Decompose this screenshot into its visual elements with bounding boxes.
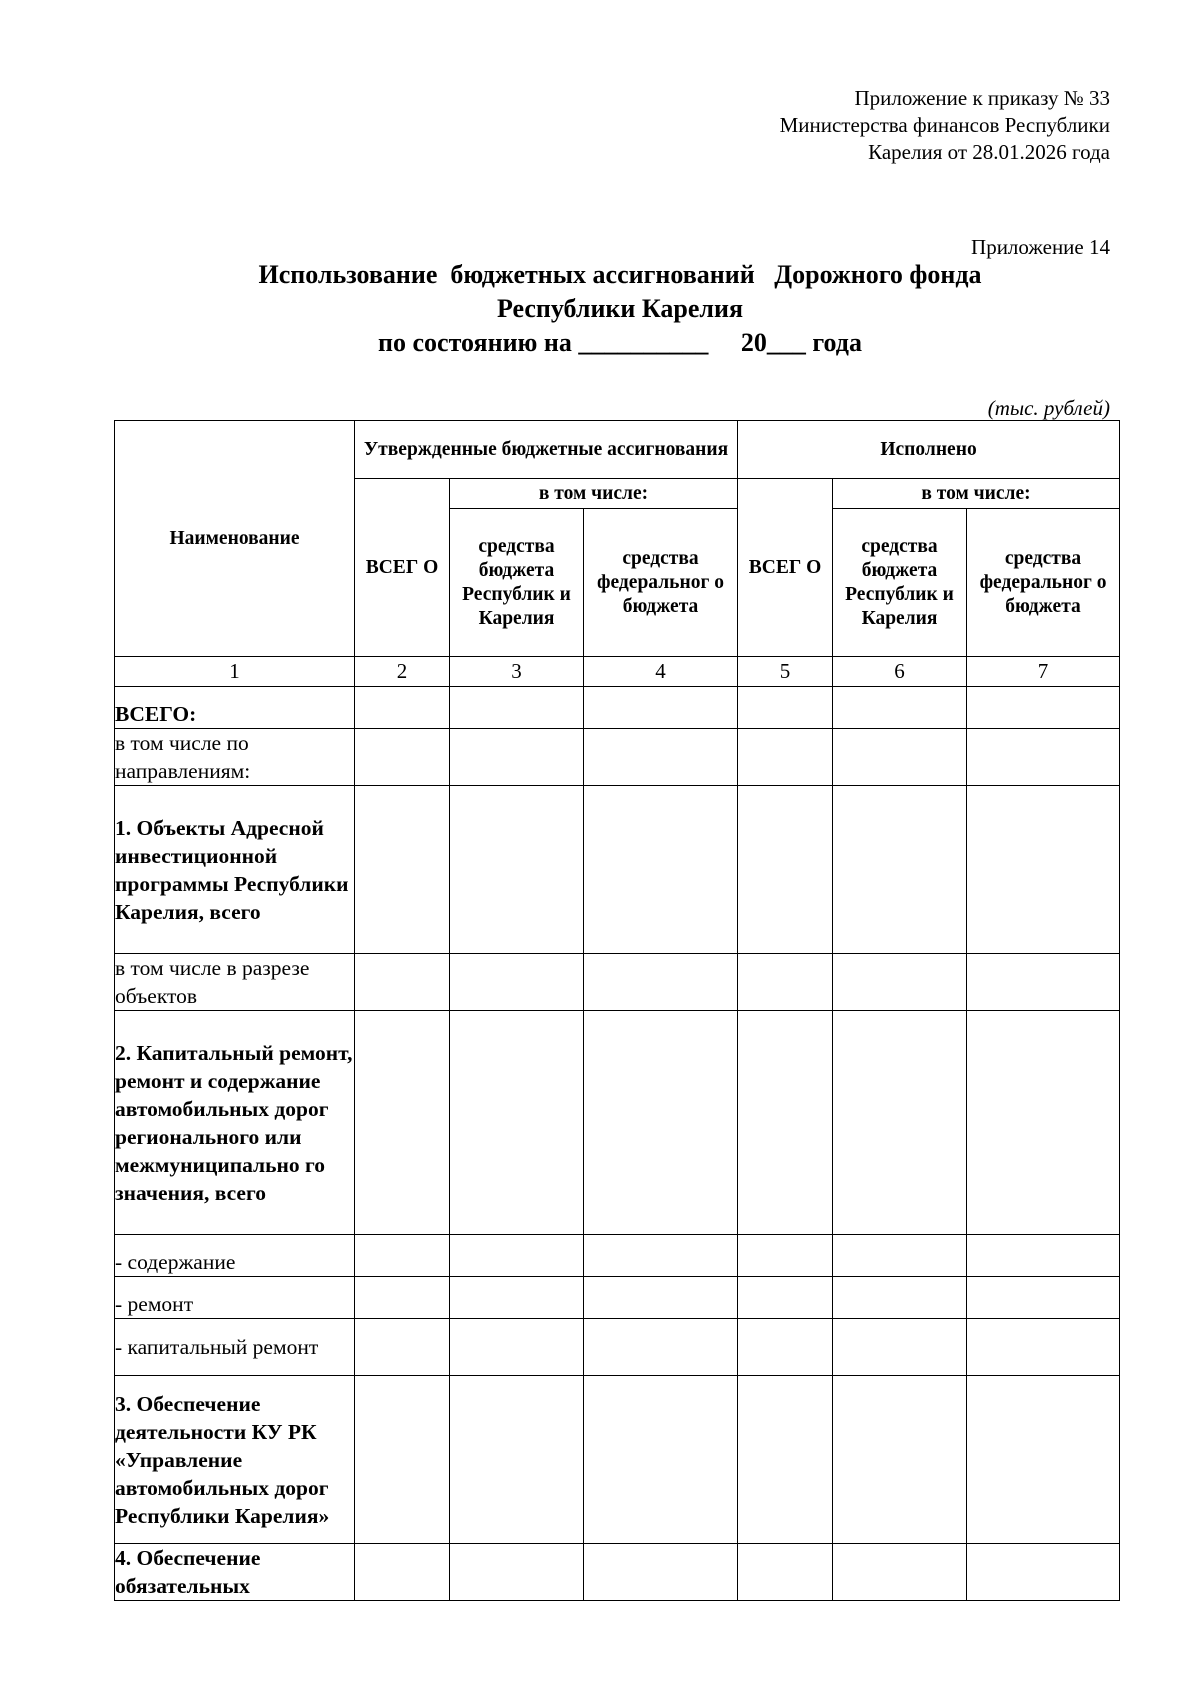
data-cell xyxy=(584,1277,738,1319)
data-cell xyxy=(738,729,833,786)
data-cell xyxy=(738,1011,833,1235)
order-reference-line2: Министерства финансов Республики xyxy=(779,113,1110,137)
order-reference xyxy=(780,85,1110,166)
data-cell xyxy=(833,1544,967,1601)
header-approved-group: Утвержденные бюджетные ассигнования xyxy=(355,421,738,479)
table-row xyxy=(115,1011,1120,1235)
data-cell xyxy=(967,729,1120,786)
data-cell xyxy=(833,729,967,786)
data-cell xyxy=(833,687,967,729)
row-label-by-objects: в том числе в разрезе объектов xyxy=(115,954,355,1011)
row-label-obligations: 4. Обеспечение обязательных xyxy=(115,1544,355,1601)
data-cell xyxy=(833,786,967,954)
header-federal-budget-approved: средства федеральног о бюджета xyxy=(584,509,738,657)
row-label-repair: - ремонт xyxy=(115,1277,355,1319)
data-cell xyxy=(450,729,584,786)
row-label-by-direction: в том числе по направлениям: xyxy=(115,729,355,786)
data-cell xyxy=(738,1376,833,1544)
data-cell xyxy=(450,1011,584,1235)
column-number: 4 xyxy=(584,657,738,687)
units-label: (тыс. рублей) xyxy=(987,396,1110,420)
data-cell xyxy=(584,687,738,729)
row-label-maintenance: - содержание xyxy=(115,1235,355,1277)
data-cell xyxy=(833,1235,967,1277)
data-cell xyxy=(450,1376,584,1544)
header-republic-budget-approved: средства бюджета Республик и Карелия xyxy=(450,509,584,657)
header-federal-budget-executed: средства федеральног о бюджета xyxy=(967,509,1120,657)
header-total-approved: ВСЕГ О xyxy=(355,479,450,657)
data-cell xyxy=(355,1277,450,1319)
data-cell xyxy=(833,954,967,1011)
column-number: 7 xyxy=(967,657,1120,687)
data-cell xyxy=(584,1235,738,1277)
data-cell xyxy=(450,786,584,954)
data-cell xyxy=(738,1235,833,1277)
column-number: 5 xyxy=(738,657,833,687)
data-cell xyxy=(833,1277,967,1319)
data-cell xyxy=(833,1376,967,1544)
data-cell xyxy=(450,1235,584,1277)
header-name: Наименование xyxy=(115,421,355,657)
header-republic-budget-executed: средства бюджета Республик и Карелия xyxy=(833,509,967,657)
title-line1: Использование бюджетных ассигнований Дорожного фонда xyxy=(258,260,982,289)
data-cell xyxy=(967,687,1120,729)
data-cell xyxy=(738,687,833,729)
table-row xyxy=(115,786,1120,954)
appendix-label: Приложение 14 xyxy=(971,235,1110,259)
column-number: 6 xyxy=(833,657,967,687)
document-title xyxy=(0,258,1200,360)
data-cell xyxy=(967,954,1120,1011)
title-line2: Республики Карелия xyxy=(496,294,744,323)
header-executed-group: Исполнено xyxy=(738,421,1120,479)
data-cell xyxy=(833,1319,967,1376)
data-cell xyxy=(584,1376,738,1544)
data-cell xyxy=(967,1544,1120,1601)
data-cell xyxy=(584,1011,738,1235)
header-total-executed: ВСЕГ О xyxy=(738,479,833,657)
data-cell xyxy=(584,786,738,954)
data-cell xyxy=(967,786,1120,954)
row-label-road-repair: 2. Капитальный ремонт, ремонт и содержание автомобильных дорог регионального или межмуниципально го значения, всего xyxy=(115,1011,355,1235)
data-cell xyxy=(967,1319,1120,1376)
data-cell xyxy=(967,1235,1120,1277)
data-cell xyxy=(355,1319,450,1376)
row-label-road-administration: 3. Обеспечение деятельности КУ РК «Управление автомобильных дорог Республики Карелия» xyxy=(115,1376,355,1544)
data-cell xyxy=(738,1277,833,1319)
data-cell xyxy=(584,1544,738,1601)
table-row xyxy=(115,687,1120,729)
data-cell xyxy=(450,687,584,729)
row-label-investment-program: 1. Объекты Адресной инвестиционной программы Республики Карелия, всего xyxy=(115,786,355,954)
data-cell xyxy=(584,729,738,786)
data-cell xyxy=(833,1011,967,1235)
data-cell xyxy=(355,1011,450,1235)
data-cell xyxy=(450,1319,584,1376)
table-row xyxy=(115,1319,1120,1376)
data-cell xyxy=(584,954,738,1011)
table-row xyxy=(115,1235,1120,1277)
data-cell xyxy=(738,954,833,1011)
table-row xyxy=(115,1376,1120,1544)
data-cell xyxy=(967,1011,1120,1235)
header-including-approved: в том числе: xyxy=(450,479,738,509)
data-cell xyxy=(355,1376,450,1544)
data-cell xyxy=(355,786,450,954)
column-numbers-row xyxy=(115,657,1120,687)
data-cell xyxy=(450,954,584,1011)
column-number: 3 xyxy=(450,657,584,687)
data-cell xyxy=(355,1235,450,1277)
column-number: 2 xyxy=(355,657,450,687)
title-line3: по состоянию на __________ 20___ года xyxy=(378,328,862,357)
order-reference-line3: Карелия от 28.01.2026 года xyxy=(868,140,1110,164)
data-cell xyxy=(967,1376,1120,1544)
data-cell xyxy=(355,1544,450,1601)
order-reference-line1: Приложение к приказу № 33 xyxy=(854,86,1110,110)
table-row xyxy=(115,954,1120,1011)
data-cell xyxy=(355,687,450,729)
table-row xyxy=(115,1277,1120,1319)
header-including-executed: в том числе: xyxy=(833,479,1120,509)
data-cell xyxy=(450,1277,584,1319)
data-cell xyxy=(355,954,450,1011)
data-cell xyxy=(738,786,833,954)
budget-table xyxy=(114,420,1120,1601)
data-cell xyxy=(738,1544,833,1601)
column-number: 1 xyxy=(115,657,355,687)
table-row xyxy=(115,1544,1120,1601)
table-row xyxy=(115,729,1120,786)
data-cell xyxy=(584,1319,738,1376)
row-label-total: ВСЕГО: xyxy=(115,687,355,729)
data-cell xyxy=(450,1544,584,1601)
data-cell xyxy=(967,1277,1120,1319)
row-label-capital-repair: - капитальный ремонт xyxy=(115,1319,355,1376)
data-cell xyxy=(355,729,450,786)
data-cell xyxy=(738,1319,833,1376)
